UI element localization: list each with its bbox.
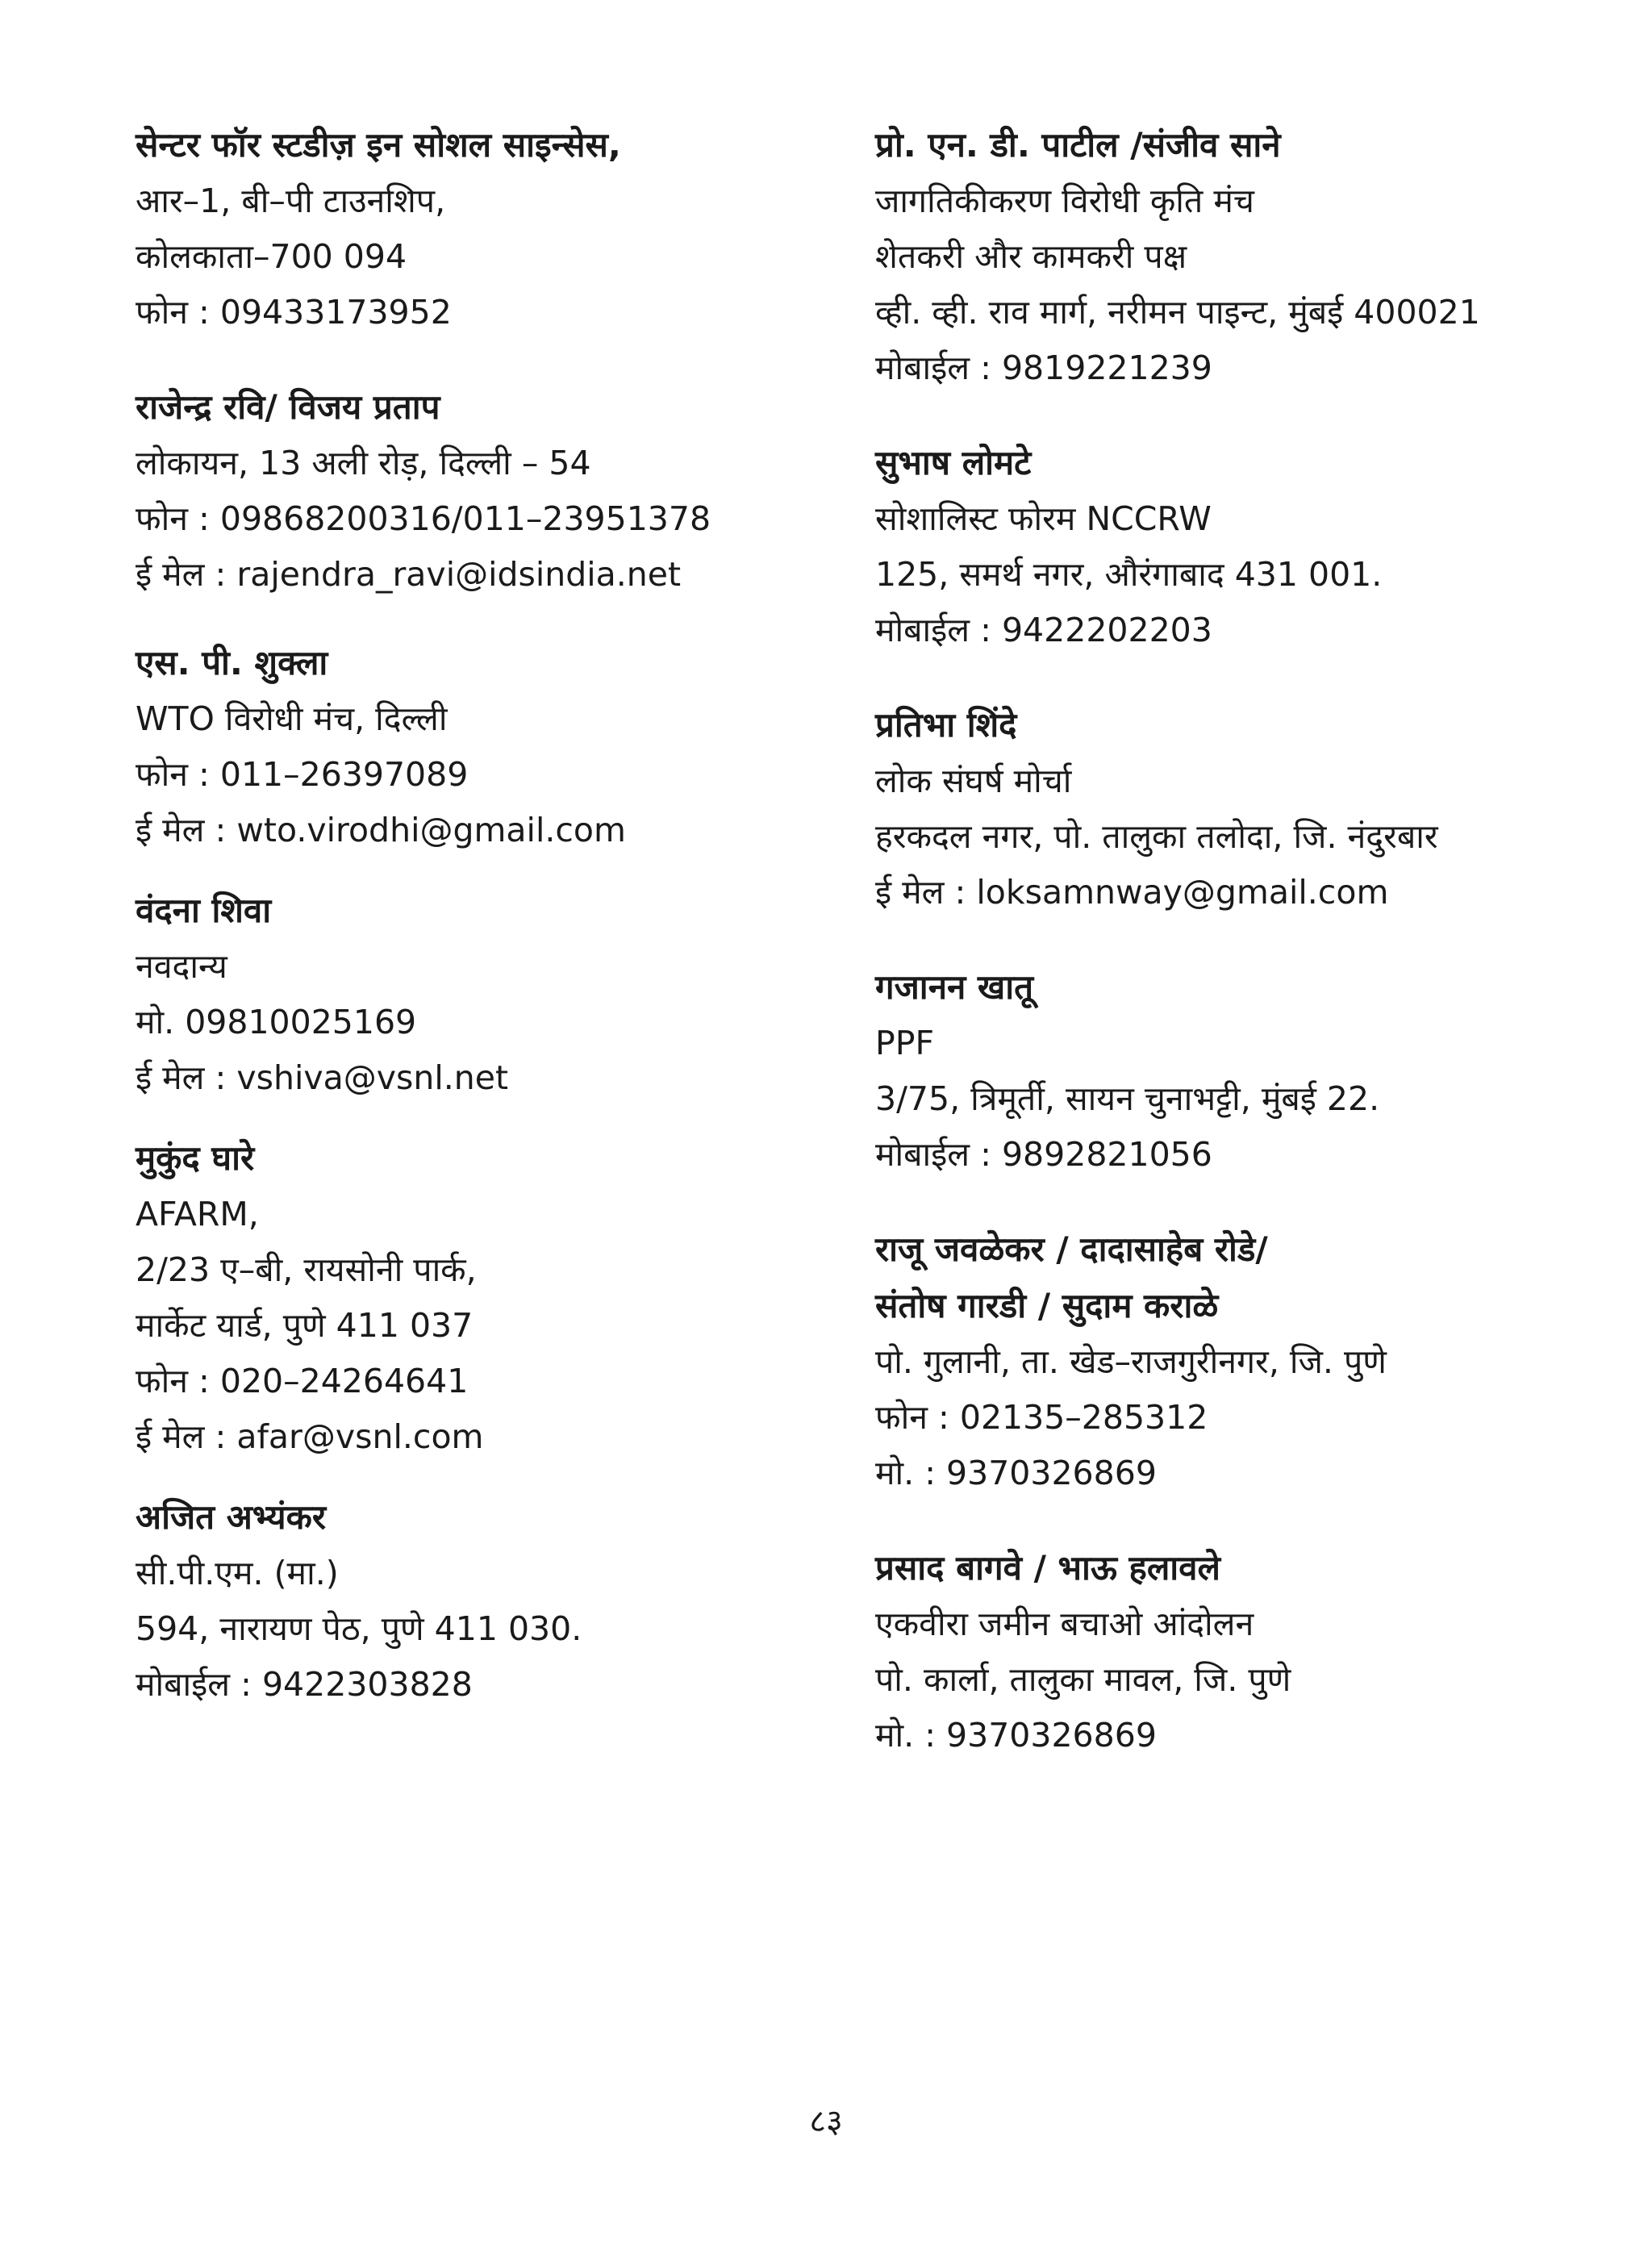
contact-line: 594, नारायण पेठ, पुणे 411 030. [136,1609,582,1648]
contact-line: ई मेल : rajendra_ravi@idsindia.net [136,555,682,594]
contact-line: फोन : 09868200316/011–23951378 [136,499,711,538]
contact-line: नवदान्य [136,947,227,986]
contact-line: 2/23 ए–बी, रायसोनी पार्क, [136,1250,477,1289]
contact-line: हरकदल नगर, पो. तालुका तलोदा, जि. नंदुरबार [875,817,1438,856]
contact-entry [136,379,845,603]
contact-line: मोबाईल : 9892821056 [875,1135,1212,1174]
contact-line: मो. : 9370326869 [875,1454,1157,1492]
contact-entry [136,117,845,340]
contact-entry [136,1489,845,1713]
contact-line: AFARM, [136,1195,259,1233]
contact-line: 3/75, त्रिमूर्ती, सायन चुनाभट्टी, मुंबई 22. [875,1079,1380,1118]
contact-line: मो. 09810025169 [136,1003,417,1041]
contact-line: लोक संघर्ष मोर्चा [875,762,1072,800]
contact-line: शेतकरी और कामकरी पक्ष [875,237,1187,276]
contact-name: सुभाष लोमटे [875,443,1032,482]
contact-line: व्ही. व्ही. राव मार्ग, नरीमन पाइन्ट, मुंबई 400021 [875,293,1480,332]
contact-line: एकवीरा जमीन बचाओ आंदोलन [875,1604,1254,1643]
contact-name: प्रतिभा शिंदे [875,705,1017,745]
contact-entry [875,117,1585,396]
contact-entry [875,1221,1585,1501]
contact-line: PPF [875,1024,935,1062]
contact-name: सेन्टर फॉर स्टडीज़ इन सोशल साइन्सेस, [136,125,621,165]
contact-line: मोबाईल : 9422303828 [136,1665,473,1704]
contact-entry [875,959,1585,1183]
contact-line: सोशालिस्ट फोरम NCCRW [875,499,1212,538]
contact-line: फोन : 09433173952 [136,293,452,332]
contact-name: अजित अभ्यंकर [136,1497,327,1537]
contact-line: मोबाईल : 9819221239 [875,348,1212,387]
contact-line: ई मेल : afar@vsnl.com [136,1417,484,1456]
contact-entry [136,1130,845,1465]
contact-line: ई मेल : vshiva@vsnl.net [136,1058,509,1097]
contact-line: फोन : 020–24264641 [136,1362,469,1400]
right-column [875,117,1585,1763]
contact-name: राजेन्द्र रवि/ विजय प्रताप [136,387,440,427]
contact-name: संतोष गारडी / सुदाम कराळे [875,1286,1219,1325]
contact-name: एस. पी. शुक्ला [136,643,328,682]
contact-line: ई मेल : wto.virodhi@gmail.com [136,811,626,849]
contact-line: पो. गुलानी, ता. खेड–राजगुरीनगर, जि. पुणे [875,1342,1387,1381]
contact-entry [136,635,845,858]
contact-name: वंदना शिवा [136,891,272,930]
contact-line: मोबाईल : 9422202203 [875,611,1212,649]
contact-line: सी.पी.एम. (मा.) [136,1554,339,1592]
left-column [136,117,845,1713]
contact-name: प्रो. एन. डी. पाटील /संजीव साने [875,125,1281,165]
contact-name: प्रसाद बागवे / भाऊ हलावले [875,1548,1221,1588]
contact-line: पो. कार्ला, तालुका मावल, जि. पुणे [875,1660,1291,1699]
contact-line: जागतिकीकरण विरोधी कृति मंच [875,182,1254,220]
contact-line: फोन : 02135–285312 [875,1398,1208,1437]
contact-line: फोन : 011–26397089 [136,755,469,794]
contact-line: आर–1, बी–पी टाउनशिप, [136,182,446,220]
contact-line: 125, समर्थ नगर, औरंगाबाद 431 001. [875,555,1383,594]
page-number: ८३ [809,2103,843,2140]
contact-name: गजानन खातू [875,967,1034,1007]
contact-entry [875,1540,1585,1763]
contact-line: WTO विरोधी मंच, दिल्ली [136,699,448,738]
contact-line: ई मेल : loksamnway@gmail.com [875,873,1389,912]
contact-line: मार्केट यार्ड, पुणे 411 037 [136,1306,473,1345]
contact-name: राजू जवळेकर / दादासाहेब रोडे/ [875,1229,1268,1269]
contact-entry [875,435,1585,658]
contact-name: मुकुंद घारे [136,1138,255,1178]
contact-line: मो. : 9370326869 [875,1716,1157,1755]
contact-line: कोलकाता–700 094 [136,237,407,276]
contact-entry [136,883,845,1106]
contact-line: लोकायन, 13 अली रोड़, दिल्ली – 54 [136,444,591,482]
contact-entry [875,697,1585,920]
